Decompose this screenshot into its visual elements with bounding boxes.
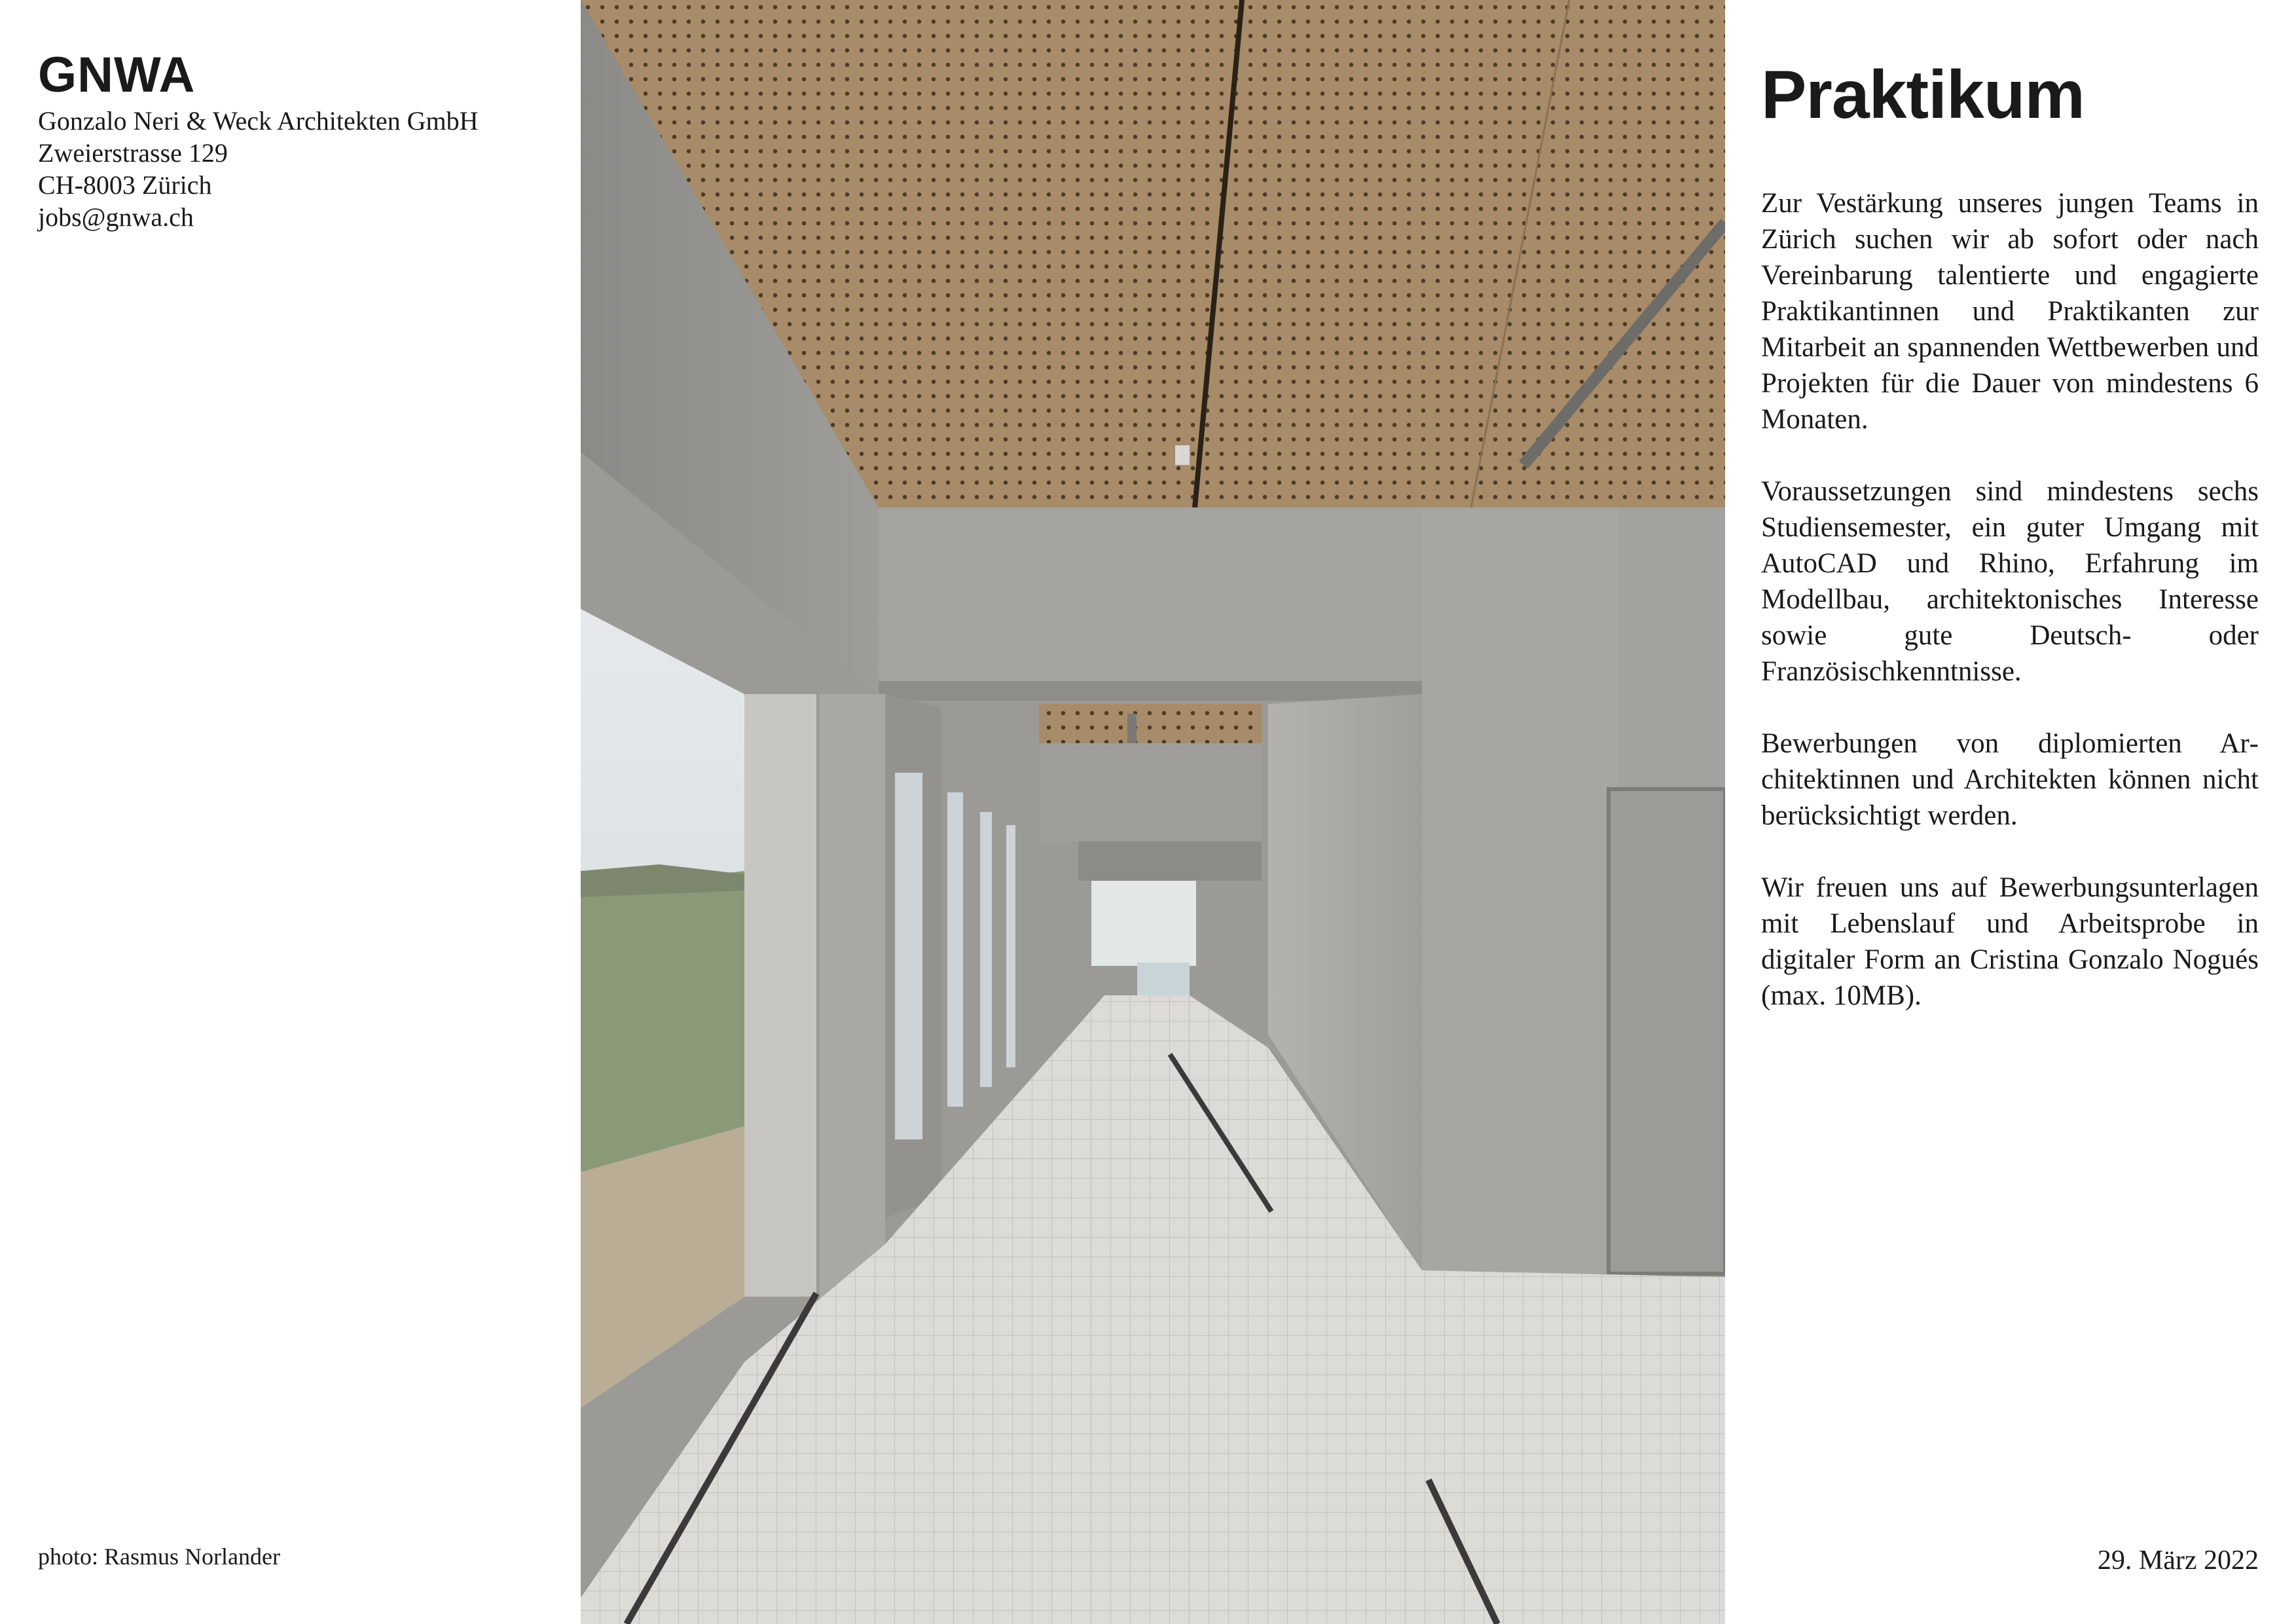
intro-paragraph: Zur Vestärkung unseres jungen Teams in Zürich suchen wir ab sofort oder nach Vereinbarung talentierte und engagierte Praktikantinnen und Praktikanten zur Mitarbeit an spannenden Wettbewerben und Projekten für die Dauer von mindestens 6 Monaten. <box>1761 188 2259 435</box>
application-paragraph: Wir freuen uns auf Bewerbungsunterlagen mit Lebenslauf und Arbeitsprobe in digitaler Form an Cristina Gonzalo Nogués (max. 10MB). <box>1761 872 2259 1011</box>
requirements-paragraph: Voraussetzungen sind mindestens sechs Studiensemester, ein guter Umgang mit AutoCAD und Rhino, Erfahrung im Modellbau, architektonisches Interesse sowie gute Deutsch- oder Französischkenntnisse. <box>1761 476 2259 687</box>
city-address: CH-8003 Zürich <box>38 170 212 200</box>
posting-date: 29. März 2022 <box>2097 1545 2259 1576</box>
company-info <box>38 46 562 233</box>
page-title: Praktikum <box>1761 57 2085 133</box>
email-link[interactable]: jobs@gnwa.ch <box>38 202 194 232</box>
architecture-photo <box>581 0 1725 1624</box>
brand-logo: GNWA <box>38 47 196 103</box>
job-posting <box>1761 56 2259 1050</box>
company-name: Gonzalo Neri & Weck Architekten GmbH <box>38 106 479 136</box>
photo-credit: photo: Rasmus Norlander <box>38 1543 280 1570</box>
street-address: Zweierstrasse 129 <box>38 138 228 168</box>
eligibility-paragraph: Bewerbungen von diplomierten Architektinnen und Architekten können nicht berücksichtigt werden. <box>1761 728 2259 831</box>
